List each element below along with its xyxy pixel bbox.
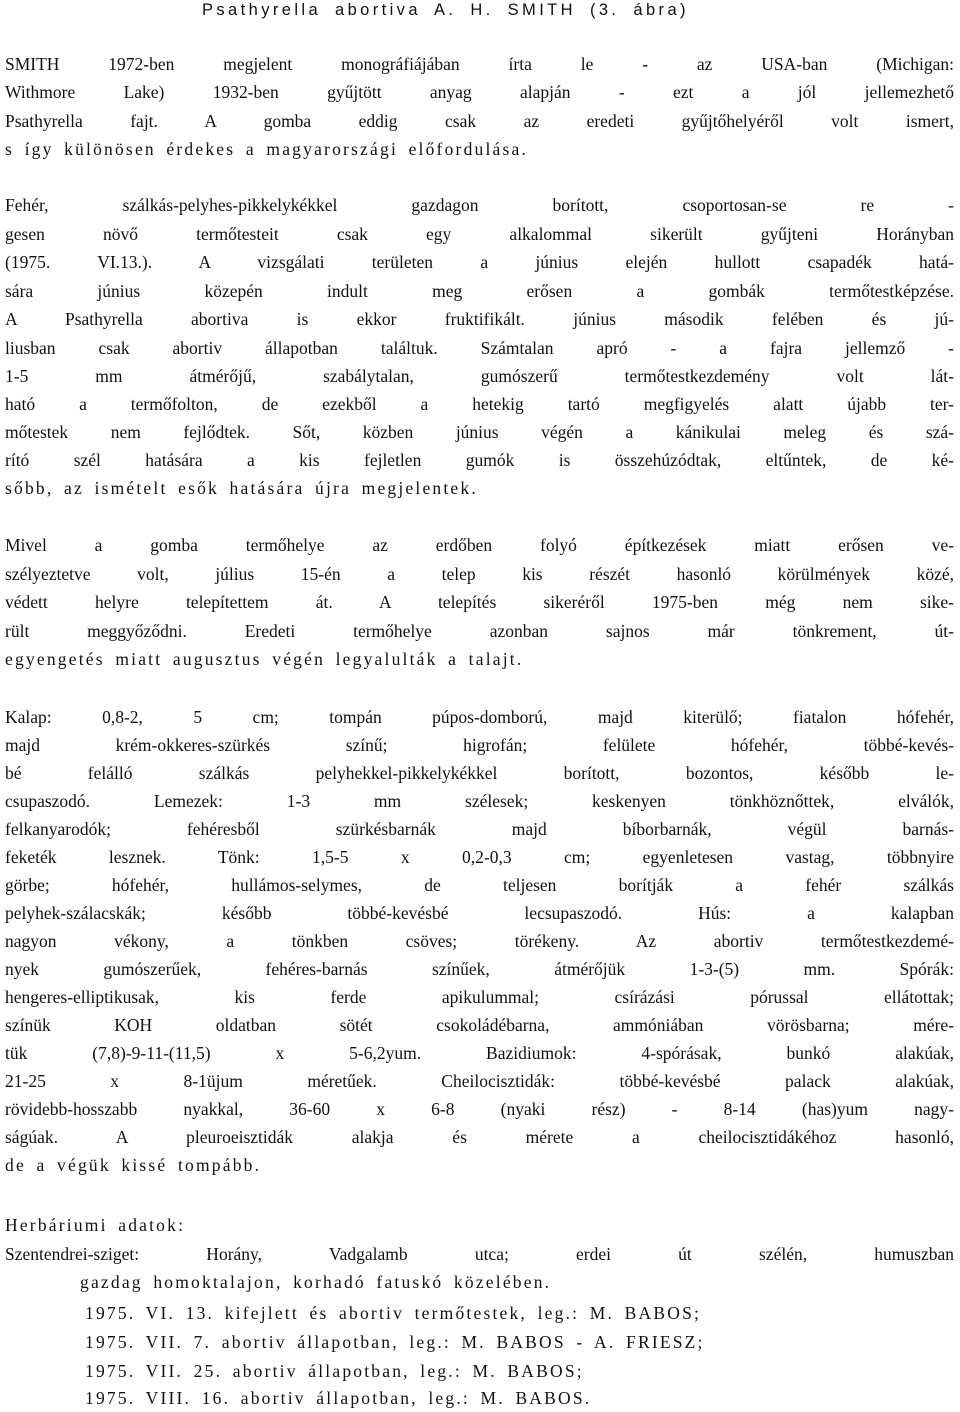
text-line: Kalap: 0,8-2, 5 cm; tompán púpos-domború, majd kiterülő; fiatalon hófehér, xyxy=(5,707,954,727)
text-line: de a végük kissé tompább. xyxy=(5,1155,262,1175)
text-line: védett helyre telepítettem át. A telepítés sikeréről 1975-ben még nem sike- xyxy=(5,592,954,612)
text-line: nyek gumószerűek, fehéres-barnás színűek, átmérőjük 1-3-(5) mm. Spórák: xyxy=(5,959,954,979)
herbarium-location: Szentendrei-sziget: Horány, Vadgalamb utca; erdei út szélén, humuszban xyxy=(5,1244,954,1264)
text-line: pelyhek-szálacskák; később többé-kevésbé lecsupaszodó. Hús: a kalapban xyxy=(5,903,954,923)
text-line: A Psathyrella abortiva is ekkor fruktifikált. június második felében és jú- xyxy=(5,309,954,329)
text-line: 21-25 x 8-1üjum méretűek. Cheilocisztidák: többé-kevésbé palack alakúak, xyxy=(5,1071,954,1091)
herbarium-record: 1975. VIII. 16. abortiv állapotban, leg.: M. BABOS. xyxy=(85,1388,592,1408)
text-line: színük KOH oldatban sötét csokoládébarna, ammóniában vörösbarna; mére- xyxy=(5,1015,954,1035)
text-line: Withmore Lake) 1932-ben gyűjtött anyag alapján - ezt a jól jellemezhető xyxy=(5,82,954,102)
text-line: tük (7,8)-9-11-(11,5) x 5-6,2yum. Bazidiumok: 4-spórásak, bunkó alakúak, xyxy=(5,1043,954,1063)
herbarium-record: 1975. VII. 25. abortiv állapotban, leg.: M. BABOS; xyxy=(85,1361,584,1381)
text-line: liusban csak abortiv állapotban találtuk. Számtalan apró - a fajra jellemző - xyxy=(5,338,954,358)
text-line: (1975. VI.13.). A vizsgálati területen a június elején hullott csapadék hatá- xyxy=(5,252,954,272)
text-line: sőbb, az ismételt esők hatására újra megjelentek. xyxy=(5,478,478,498)
herbarium-record: 1975. VI. 13. kifejlett és abortiv termőtestek, leg.: M. BABOS; xyxy=(85,1303,702,1323)
text-line: 1-5 mm átmérőjű, szabálytalan, gumószerű termőtestkezdemény volt lát- xyxy=(5,366,954,386)
text-line: gesen növő termőtesteit csak egy alkalommal sikerült gyűjteni Horányban xyxy=(5,224,954,244)
text-line: rült meggyőződni. Eredeti termőhelye azonban sajnos már tönkrement, út- xyxy=(5,621,954,641)
herbarium-location: gazdag homoktalajon, korhadó fatuskó közelében. xyxy=(80,1272,552,1292)
text-line: mőtestek nem fejlődtek. Sőt, közben június végén a kánikulai meleg és szá- xyxy=(5,422,954,442)
document-title: Psathyrella abortiva A. H. SMITH (3. ábra) xyxy=(202,1,689,19)
text-line: bé felálló szálkás pelyhekkel-pikkelykékkel borított, bozontos, később le- xyxy=(5,763,954,783)
text-line: hengeres-elliptikusak, kis ferde apikulummal; csírázási pórussal ellátottak; xyxy=(5,987,954,1007)
text-line: Psathyrella fajt. A gomba eddig csak az eredeti gyűjtőhelyéről volt ismert, xyxy=(5,111,954,131)
text-line: s így különösen érdekes a magyarországi előfordulása. xyxy=(5,139,529,159)
text-line: rító szél hatására a kis fejletlen gumók is összehúzódtak, eltűntek, de ké- xyxy=(5,450,954,470)
text-line: ható a termőfolton, de ezekből a hetekig tartó megfigyelés alatt újabb ter- xyxy=(5,394,954,414)
text-line: ságúak. A pleuroeisztidák alakja és mérete a cheilocisztidákéhoz hasonló, xyxy=(5,1127,954,1147)
text-line: szélyeztetve volt, július 15-én a telep kis részét hasonló körülmények közé, xyxy=(5,564,954,584)
text-line: egyengetés miatt augusztus végén legyalulták a talajt. xyxy=(5,649,524,669)
herbarium-record: 1975. VII. 7. abortiv állapotban, leg.: M. BABOS - A. FRIESZ; xyxy=(85,1332,705,1352)
text-line: felkanyarodók; fehéresből szürkésbarnák majd bíborbarnák, végül barnás- xyxy=(5,819,954,839)
text-line: nagyon vékony, a tönkben csöves; törékeny. Az abortiv termőtestkezdemé- xyxy=(5,931,954,951)
text-line: rövidebb-hosszabb nyakkal, 36-60 x 6-8 (nyaki rész) - 8-14 (has)yum nagy- xyxy=(5,1099,954,1119)
text-line: majd krém-okkeres-szürkés színű; higrofán; felülete hófehér, többé-kevés- xyxy=(5,735,954,755)
herbarium-heading: Herbáriumi adatok: xyxy=(5,1215,186,1235)
text-line: Fehér, szálkás-pelyhes-pikkelykékkel gazdagon borított, csoportosan-se re - xyxy=(5,195,954,215)
text-line: Mivel a gomba termőhelye az erdőben folyó építkezések miatt erősen ve- xyxy=(5,535,954,555)
text-line: feketék lesznek. Tönk: 1,5-5 x 0,2-0,3 cm; egyenletesen vastag, többnyire xyxy=(5,847,954,867)
text-line: csupaszodó. Lemezek: 1-3 mm szélesek; keskenyen tönkhöznőttek, elválók, xyxy=(5,791,954,811)
text-line: görbe; hófehér, hullámos-selymes, de teljesen borítják a fehér szálkás xyxy=(5,875,954,895)
text-line: SMITH 1972-ben megjelent monográfiájában írta le - az USA-ban (Michigan: xyxy=(5,54,954,74)
text-line: sára június közepén indult meg erősen a gombák termőtestképzése. xyxy=(5,281,954,301)
